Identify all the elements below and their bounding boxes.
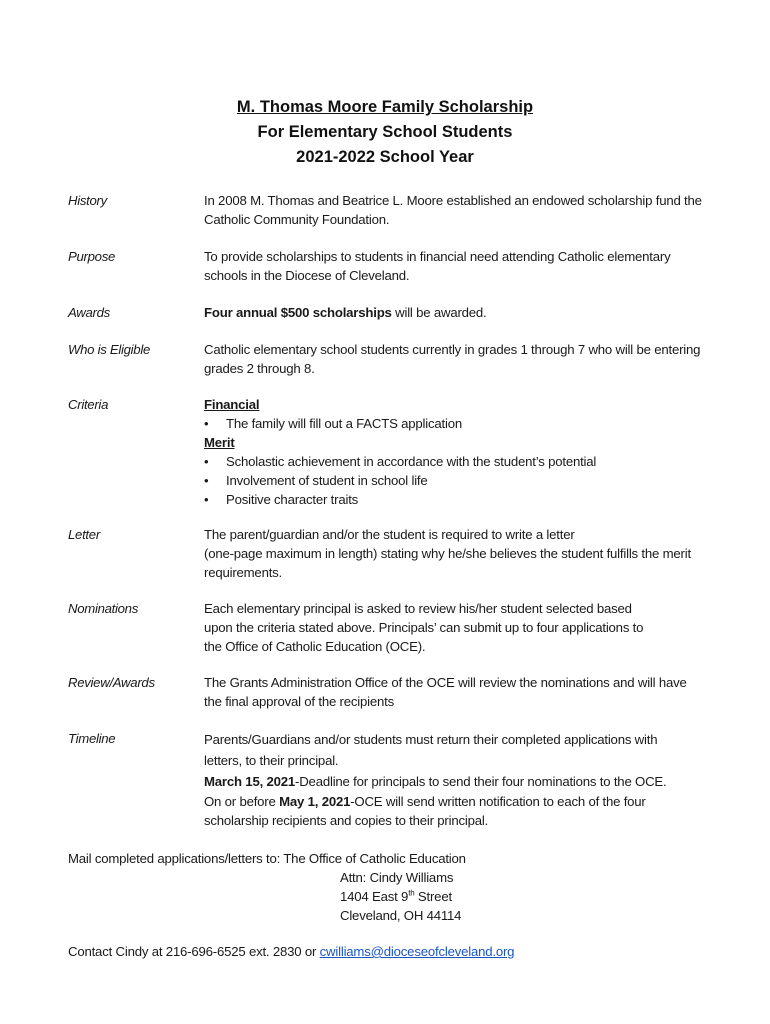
contact-email-link[interactable]: cwilliams@dioceseofcleveland.org [319,944,515,959]
timeline-line-2: letters, to their principal. [204,753,339,768]
awards-rest-text: will be awarded. [391,305,487,320]
street-word: Street [414,889,452,904]
criteria-label: Criteria [68,397,109,412]
document-title [0,95,770,170]
title-school-year: 2021-2022 School Year [296,148,474,166]
eligible-label: Who is Eligible [68,342,150,357]
awards-label: Awards [68,305,110,320]
review-label: Review/Awards [68,675,155,690]
mail-instructions: Mail completed applications/letters to: The Office of Catholic Education [68,851,466,866]
notification-date: May 1, 2021 [279,794,351,809]
awards-bold-text: Four annual $500 scholarships [204,305,392,320]
letter-line-2: (one-page maximum in length) stating why he/she believes the student fulfills the merit requirements. [204,546,691,580]
list-item: • Involvement of student in school life [204,471,704,490]
nominations-line-1: Each elementary principal is asked to review his/her student selected based [204,601,632,616]
street-number: 1404 East 9 [340,889,409,904]
address-attn: Attn: Cindy Williams [340,870,454,885]
nominations-line-3: the Office of Catholic Education (OCE). [204,639,426,654]
scholarship-title: M. Thomas Moore Family Scholarship [236,98,534,116]
financial-heading: Financial [204,397,260,412]
notification-prefix: On or before [204,794,280,809]
contact-line [68,942,514,961]
history-label: History [68,193,107,208]
timeline-notification [204,792,704,830]
merit-heading: Merit [204,435,235,450]
address-city: Cleveland, OH 44114 [340,908,462,923]
contact-text: Contact Cindy at 216-696-6525 ext. 2830 or [68,944,320,959]
deadline-date: March 15, 2021 [204,774,296,789]
purpose-label: Purpose [68,249,116,264]
notification-text: -OCE will send written notification to each of the four scholarship recipients and copies to their principal. [204,794,646,828]
address-street [340,887,452,906]
nominations-label: Nominations [68,601,138,616]
list-item: • The family will fill out a FACTS application [204,414,704,433]
title-subtitle: For Elementary School Students [257,123,513,141]
timeline-line-1: Parents/Guardians and/or students must return their completed applications with [204,732,658,747]
review-text: The Grants Administration Office of the OCE will review the nominations and will have the final approval of the recipients [204,675,687,709]
timeline-deadline [204,771,704,792]
list-item: • Scholastic achievement in accordance with the student’s potential [204,452,704,471]
merit-list [204,452,704,509]
timeline-text [204,729,704,830]
history-text: In 2008 M. Thomas and Beatrice L. Moore established an endowed scholarship fund the Catholic Community Foundation. [204,193,702,227]
list-item: • Positive character traits [204,490,704,509]
timeline-label: Timeline [68,731,116,746]
deadline-text: -Deadline for principals to send their four nominations to the OCE. [295,774,667,789]
street-ordinal: th [408,888,415,898]
awards-text [204,303,704,322]
letter-line-1: The parent/guardian and/or the student is required to write a letter [204,527,575,542]
eligible-text: Catholic elementary school students currently in grades 1 through 7 who will be entering grades 2 through 8. [204,342,701,376]
letter-text [204,525,704,582]
nominations-text [204,599,704,656]
purpose-text: To provide scholarships to students in financial need attending Catholic elementary schools in the Diocese of Cleveland. [204,249,671,283]
financial-list [204,414,704,433]
criteria-content [204,395,704,509]
letter-label: Letter [68,527,100,542]
nominations-line-2: upon the criteria stated above. Principals’ can submit up to four applications to [204,620,644,635]
